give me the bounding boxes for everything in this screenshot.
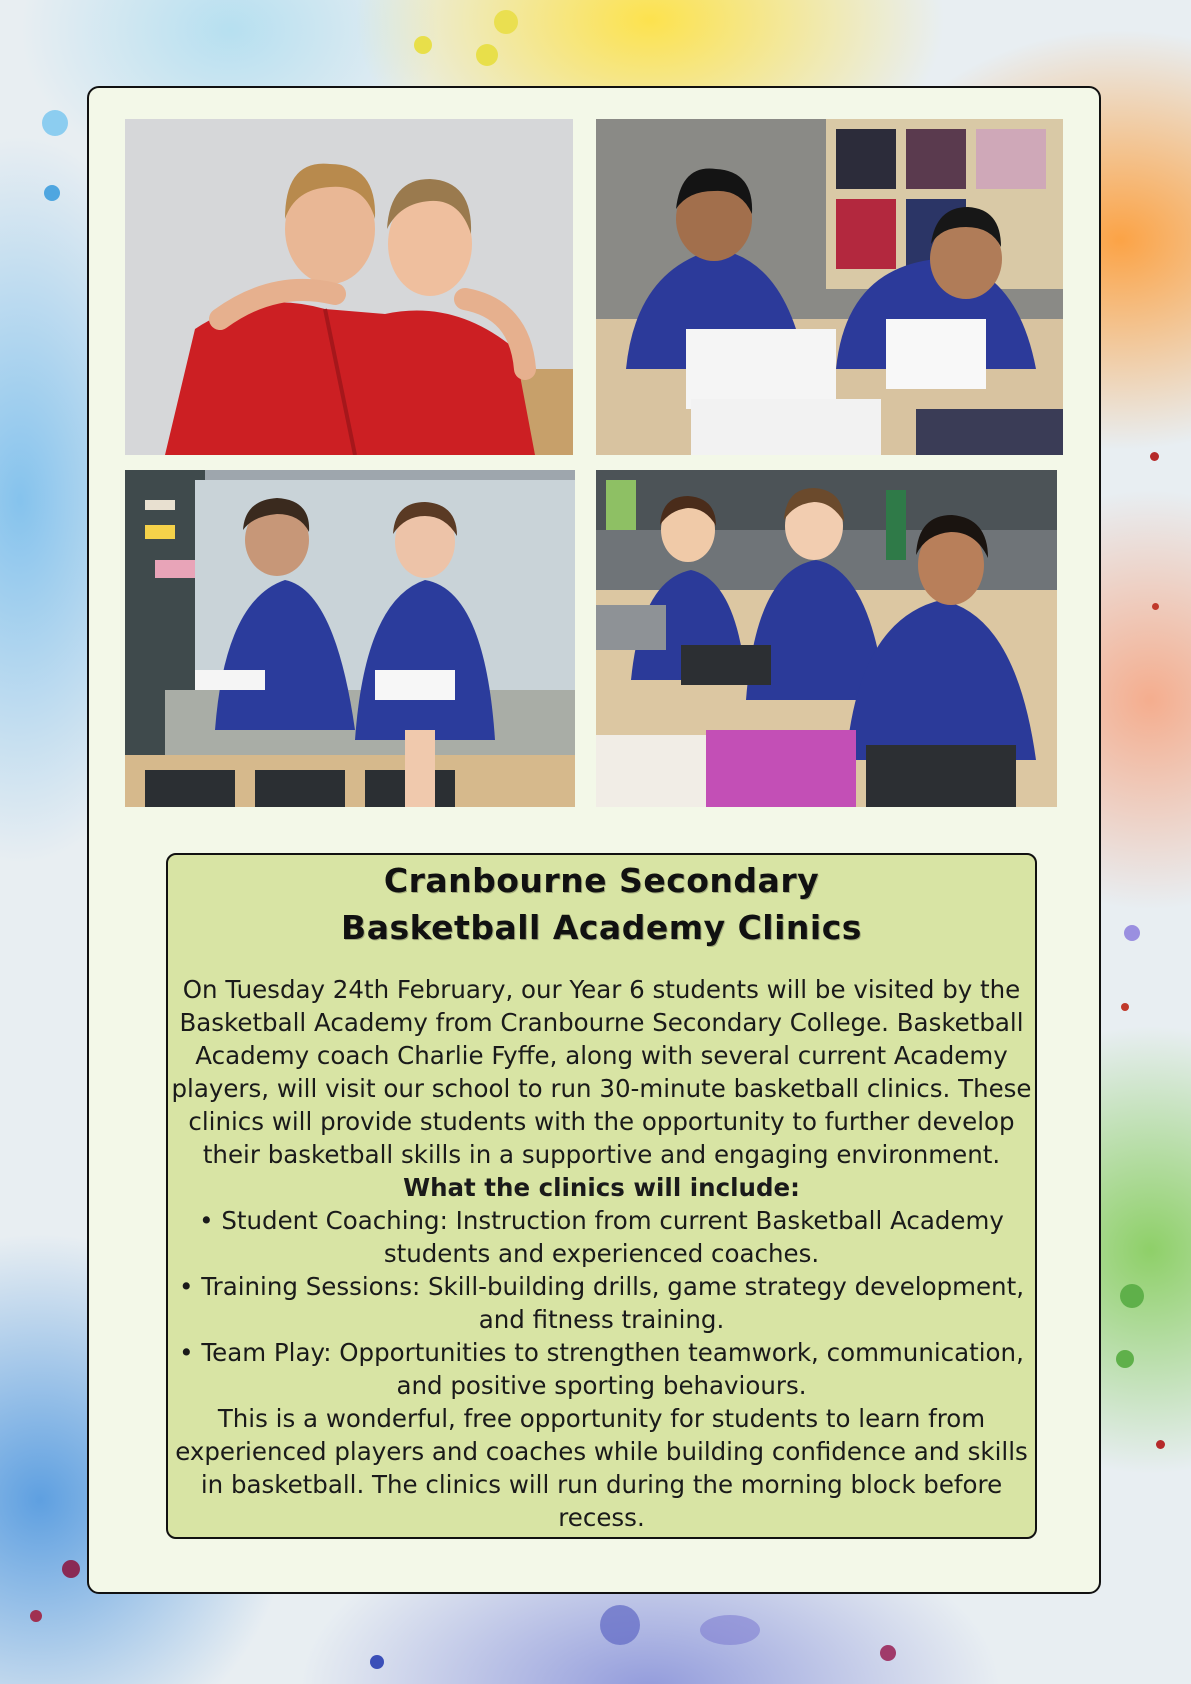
clinic-includes-heading: What the clinics will include:: [403, 1173, 800, 1202]
photo-students-writing-at-desk: [596, 119, 1063, 455]
photo-students-at-laptops: [596, 470, 1057, 807]
clinic-info-box: [166, 853, 1037, 1539]
closing-paragraph: This is a wonderful, free opportunity for students to learn from experienced players and coaches while building confidence and skills in basketball. The clinics will run during the morning block before recess.: [175, 1404, 1028, 1532]
bullet-student-coaching: • Student Coaching: Instruction from current Basketball Academy students and experienced coaches.: [199, 1206, 1004, 1268]
photo-students-reading-on-bench: [125, 470, 575, 807]
clinic-body: [168, 973, 1035, 1534]
title-line-1: Cranbourne Secondary: [383, 861, 820, 900]
title-line-2: Basketball Academy Clinics: [341, 908, 862, 947]
bullet-training-sessions: • Training Sessions: Skill-building drills, game strategy development, and fitness training.: [179, 1272, 1024, 1334]
photo-two-boys-red-polo: [125, 119, 573, 455]
intro-paragraph: On Tuesday 24th February, our Year 6 students will be visited by the Basketball Academy from Cranbourne Secondary College. Basketball Academy coach Charlie Fyffe, along with several current Academy players, will visit our school to run 30-minute basketball clinics. These clinics will provide students with the opportunity to further develop their basketball skills in a supportive and engaging environment.: [171, 975, 1032, 1169]
clinic-title: [168, 855, 1035, 951]
bullet-team-play: • Team Play: Opportunities to strengthen teamwork, communication, and positive sporting behaviours.: [179, 1338, 1024, 1400]
